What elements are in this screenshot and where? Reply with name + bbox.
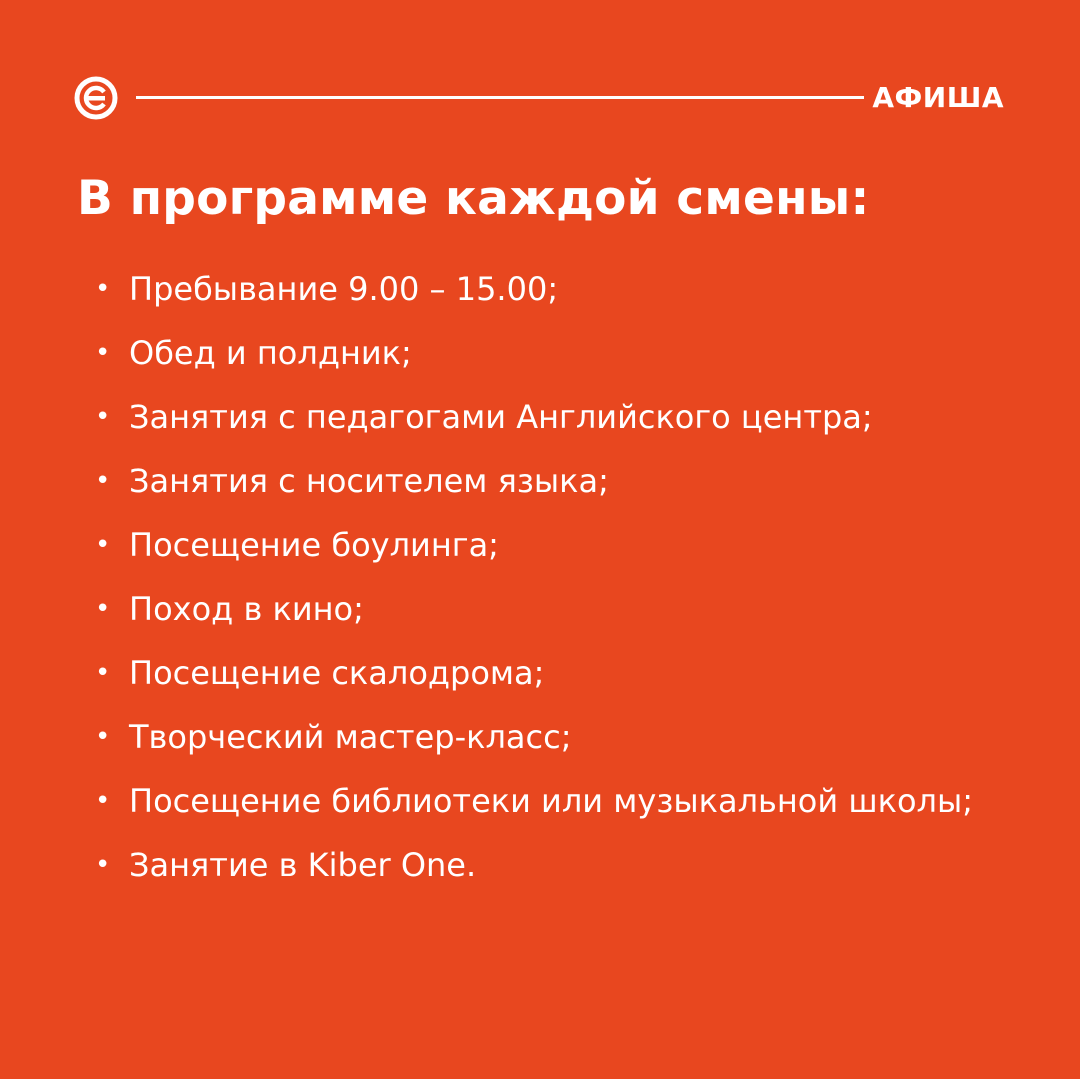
page-title: В программе каждой смены:: [77, 171, 870, 226]
section-tag: АФИША: [872, 81, 1004, 114]
list-item-text: Пребывание 9.00 – 15.00;: [129, 270, 559, 308]
bullet-icon: •: [95, 402, 111, 432]
list-item-text: Посещение библиотеки или музыкальной школы;: [129, 782, 974, 820]
program-list: [95, 266, 995, 906]
list-item: [95, 394, 995, 441]
bullet-icon: •: [95, 338, 111, 368]
list-item-text: Посещение скалодрома;: [129, 654, 545, 692]
bullet-icon: •: [95, 722, 111, 752]
bullet-icon: •: [95, 594, 111, 624]
bullet-icon: •: [95, 658, 111, 688]
list-item: [95, 266, 995, 313]
header-divider: [136, 96, 864, 99]
list-item-text: Посещение боулинга;: [129, 526, 499, 564]
bullet-icon: •: [95, 274, 111, 304]
list-item: [95, 714, 995, 761]
list-item: [95, 522, 995, 569]
bullet-icon: •: [95, 530, 111, 560]
list-item-text: Занятия с носителем языка;: [129, 462, 609, 500]
list-item-text: Творческий мастер-класс;: [129, 718, 572, 756]
list-item: [95, 458, 995, 505]
circle-c-logo-icon: [74, 76, 118, 120]
list-item: [95, 842, 995, 889]
list-item: [95, 586, 995, 633]
bullet-icon: •: [95, 786, 111, 816]
list-item: [95, 778, 995, 825]
list-item-text: Обед и полдник;: [129, 334, 412, 372]
bullet-icon: •: [95, 850, 111, 880]
list-item-text: Поход в кино;: [129, 590, 364, 628]
list-item-text: Занятие в Kiber One.: [129, 846, 477, 884]
list-item: [95, 330, 995, 377]
list-item-text: Занятия с педагогами Английского центра;: [129, 398, 873, 436]
list-item: [95, 650, 995, 697]
header: [74, 74, 1004, 122]
bullet-icon: •: [95, 466, 111, 496]
